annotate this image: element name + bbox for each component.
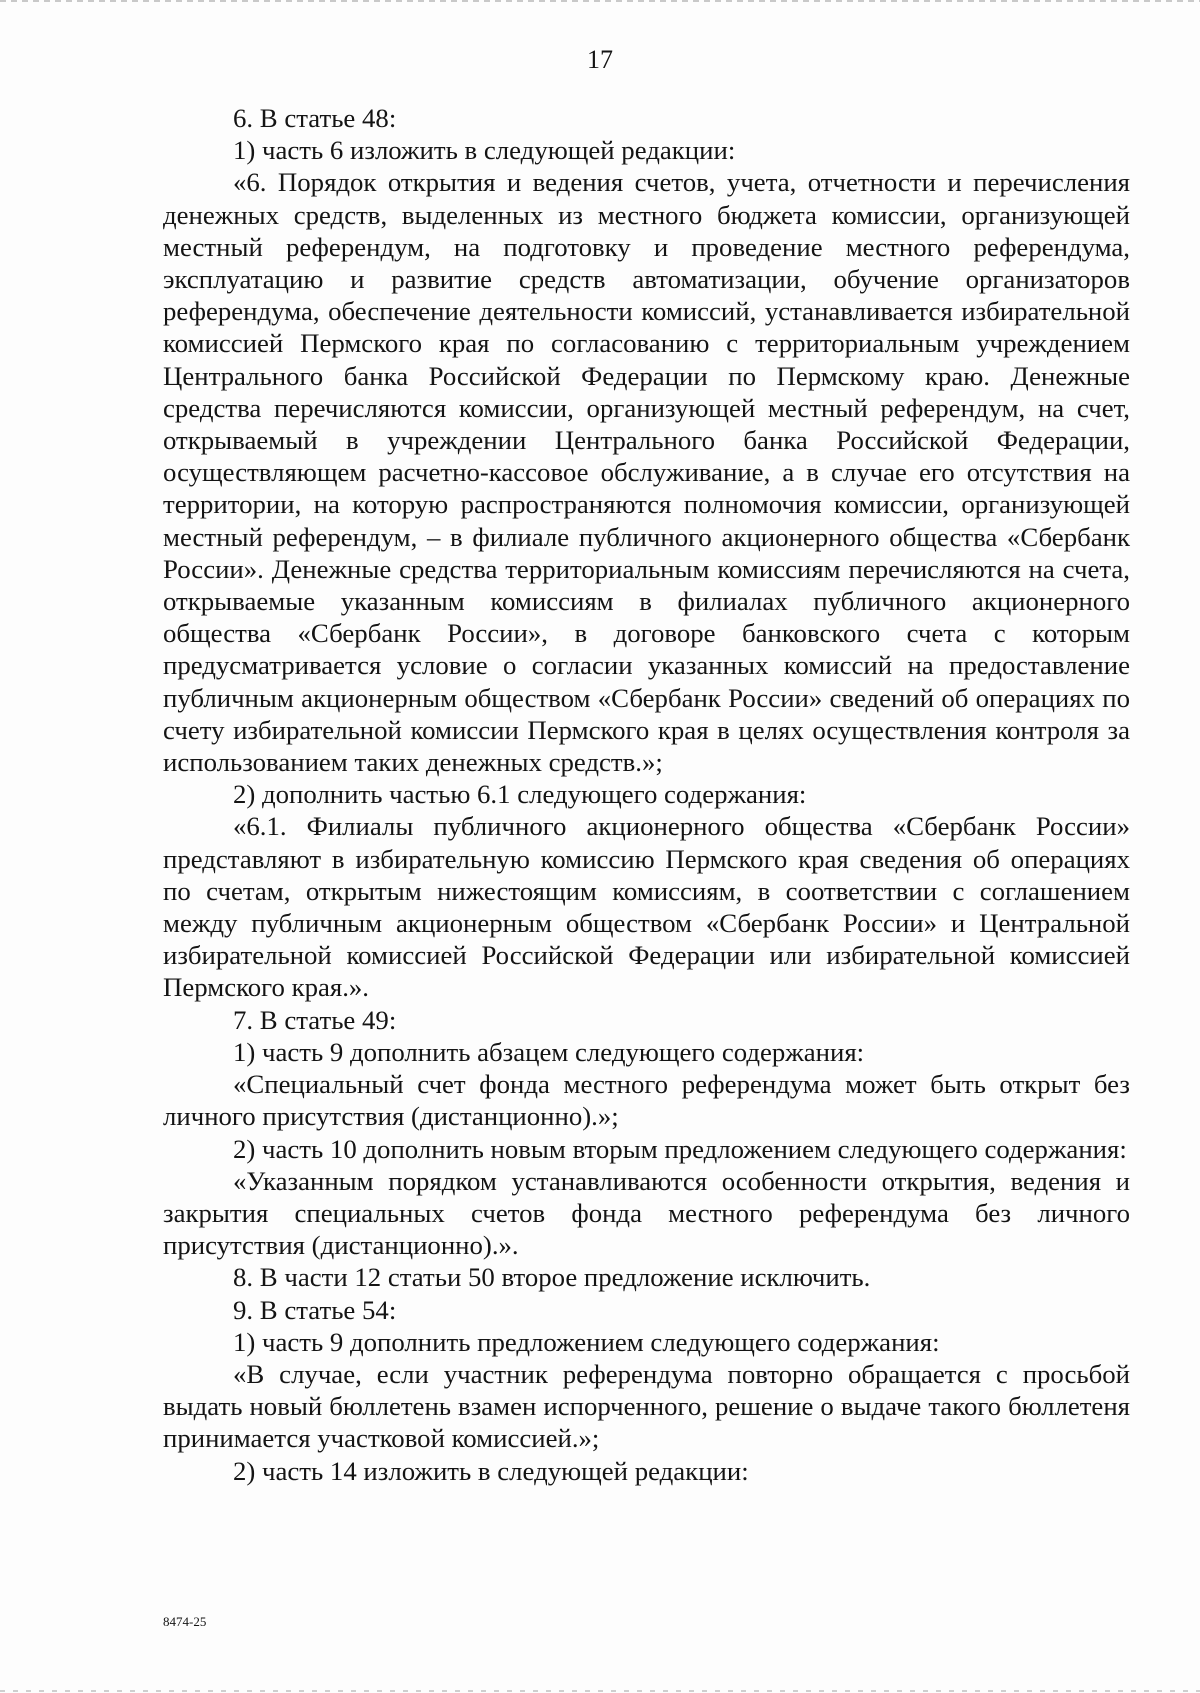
paragraph-part-6-1-text: «6.1. Филиалы публичного акционерного общества «Сбербанк России» представляют в избирательную комиссию Пермского края сведения об операциях по счетам, открытым нижестоящим комиссиям, в соответствии с соглашением между публичным акционерным обществом «Сбербанк России» и Центральной избирательной комиссией Российской Федерации или избирательной комиссией Пермского края.». <box>163 811 1130 1003</box>
paragraph-article-54-item-1: 1) часть 9 дополнить предложением следующего содержания: <box>233 1326 940 1357</box>
paragraph-article-48-heading: 6. В статье 48: <box>233 103 397 133</box>
paragraph-article-49-item-2: 2) часть 10 дополнить новым вторым предложением следующего содержания: <box>233 1133 1127 1164</box>
paragraph-part-9-addition: «Специальный счет фонда местного референдума может быть открыт без личного присутствия (дистанционно).»; <box>163 1069 1130 1132</box>
paragraph-article-54-heading: 9. В статье 54: <box>233 1294 397 1325</box>
document-code: 8474-25 <box>163 1614 207 1629</box>
paragraph-article-48-item-1: 1) часть 6 изложить в следующей редакции: <box>233 135 736 166</box>
document-body <box>163 102 1130 1487</box>
paragraph-part-6-text: «6. Порядок открытия и ведения счетов, учета, отчетности и перечисления денежных средств, выделенных из местного бюджета комиссии, организующей местный референдум, на подготовку и проведение местного референдума, эксплуатацию и развитие средств автоматизации, обучение организаторов референдума, обеспечение деятельности комиссий, устанавливается избирательной комиссией Пермского края по согласованию с территориальным учреждением Центрального банка Российской Федерации по Пермскому краю. Денежные средства перечисляются комиссии, организующей местный референдум, на счет, открываемый в учреждении Центрального банка Российской Федерации, осуществляющем расчетно-кассовое обслуживание, а в случае его отсутствия на территории, на которую распространяются полномочия комиссии, организующей местный референдум, – в филиале публичного акционерного общества «Сбербанк России». Денежные средства территориальным комиссиям перечисляются на счета, открываемые указанным комиссиям в филиалах публичного акционерного общества «Сбербанк России», в договоре банковского счета с которым предусматривается условие о согласии указанных комиссий на предоставление публичным акционерным обществом «Сбербанк России» сведений об операциях по счету избирательной комиссии Пермского края в целях осуществления контроля за использованием таких денежных средств.»; <box>163 167 1130 778</box>
scan-edge-top <box>0 0 1200 2</box>
page-number: 17 <box>587 45 613 74</box>
scan-edge-bottom <box>0 1690 1200 1692</box>
paragraph-article-54-item-2: 2) часть 14 изложить в следующей редакции: <box>233 1455 749 1486</box>
paragraph-part-10-addition: «Указанным порядком устанавливаются особенности открытия, ведения и закрытия специальных счетов фонда местного референдума без личного присутствия (дистанционно).». <box>163 1165 1130 1261</box>
paragraph-article-49-heading: 7. В статье 49: <box>233 1004 397 1035</box>
paragraph-article-48-item-2: 2) дополнить частью 6.1 следующего содержания: <box>233 779 807 810</box>
paragraph-part-9-sentence: «В случае, если участник референдума повторно обращается с просьбой выдать новый бюллетень взамен испорченного, решение о выдаче такого бюллетеня принимается участковой комиссией.»; <box>163 1358 1130 1454</box>
paragraph-article-49-item-1: 1) часть 9 дополнить абзацем следующего содержания: <box>233 1036 865 1067</box>
paragraph-article-50-item: 8. В части 12 статьи 50 второе предложение исключить. <box>233 1262 871 1293</box>
